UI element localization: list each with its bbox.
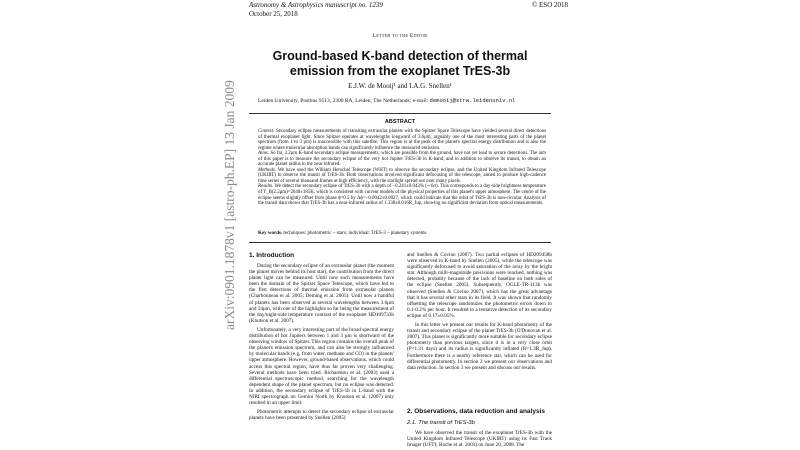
right-column xyxy=(407,252,552,371)
affiliation xyxy=(258,97,515,104)
abstract-aims-label: Aims. xyxy=(258,151,270,157)
paper-title: Ground-based K-band detection of thermal emission from the exoplanet TrES-3b xyxy=(272,49,528,78)
abstract-aims-text: So far, 2.2μm K-band secondary eclipse measurements, which are possible from the ground, have not yet lead to secure detections. The aim of this paper is to measure the secondary eclipse of the very hot Jupiter TrES-3b in K-band, and in addition to observe its transit, to obtain an accurate planet radius in the near infrared. xyxy=(258,151,546,168)
header-copyright: © ESO 2018 xyxy=(531,1,568,9)
section-1-heading: 1. Introduction xyxy=(249,252,295,259)
intro-paragraph-3-cont: and Snellen & Covino (2007). Two partial eclipses of HD209458b were observed in K-band by Snellen (2005), while the telescope was significantly defocused to avoid saturation of the array by the bright star. Although milli-magnitude precisions were reached, nothing was detected, probably because of the lack of baseline on both sides of the eclipse (Snellen 2005). Subsequently, OGLE-TR-113b was observed (Snellen & Covino 2007), which has the great advantage that it has several other stars in its field. It was shown that randomly offsetting the telescope randomizes the photometric errors down to 0.1-0.2% per hour. It resulted in a tentative detection of its secondary eclipse of 0.17±0.05%. xyxy=(407,252,552,319)
section-2-paragraph: We have observed the transit of the exoplanet TrES-3b with the United Kingdom Infrared Telescope (UKIRT) using its Fast Track Imager (UFTI; Roche et al. 2003) on June 20, 2008. The xyxy=(407,430,552,449)
letter-label: Letter to the Editor xyxy=(372,33,428,39)
abstract-results xyxy=(258,184,546,206)
abstract-context-label: Context. xyxy=(258,129,275,134)
header-date: October 25, 2018 xyxy=(249,10,298,18)
keywords-label: Key words. xyxy=(258,231,283,236)
affiliation-text: Leiden University, Postbus 9513, 2300 RA, Leiden, The Netherlands; e-mail: xyxy=(258,98,430,104)
arxiv-stamp: arXiv:0901.1878v1 [astro-ph.EP] 13 Jan 2009 xyxy=(222,80,237,330)
authors: E.J.W. de Mooij¹ and I.A.G. Snellen¹ xyxy=(348,82,452,90)
intro-paragraph-3: Photometric attempts to detect the secondary eclipse of extrasolar planets have been presented by Snellen (2005) xyxy=(249,409,394,422)
abstract-context-text: Secondary eclipse measurements of transiting extrasolar planets with the Spitzer Space Telescope have yielded several direct detections of thermal exoplanet light. Since Spitzer operates at wavelengths longward of 3.6μm, arguably one of the most interesting parts of the planet spectrum (from 1 to 3 μm) is inaccessible with this satellite. This region is at the peak of the planet's spectral energy distribution and is also the regime where molecular absorption bands can significantly influence the measured emission. xyxy=(258,129,546,151)
abstract-body xyxy=(258,129,546,207)
left-column xyxy=(249,263,394,421)
keywords-text: techniques: photometric – stars: individual: TrES-3 – planetary systems xyxy=(283,231,427,236)
abstract-methods xyxy=(258,168,546,185)
keywords xyxy=(258,231,546,236)
header-journal: Astronomy & Astrophysics manuscript no. 1239 xyxy=(249,1,383,9)
abstract-bottom-rule xyxy=(249,242,551,243)
section-2-heading: 2. Observations, data reduction and analysis xyxy=(407,408,545,415)
abstract-aims xyxy=(258,151,546,168)
abstract-top-rule xyxy=(249,113,551,114)
abstract-context xyxy=(258,129,546,151)
subsection-2-1-heading: 2.1. The transit of TrES-3b xyxy=(407,420,475,426)
intro-paragraph-4: In this letter we present our results for K-band photometry of the transit and secondary eclipse of the planet TrES-3b (O'Donovan et al. 2007). This planet is significantly more suitable for secondary eclipse photometry than previous targets, since it is in a very close orbit (P=1.31 days) and its radius is significantly inflated (R=1.3R_Jup). Furthermore there is a nearby reference star, which can be used for differential photometry. In section 2 we present our observations and data reduction. In section 3 we present and discuss our results. xyxy=(407,322,552,371)
intro-paragraph-1: During the secondary eclipse of an extrasolar planet (the moment the planet moves behind its host star), the contribution from the direct planet light can be measured. Until now such measurements have been the domain of the Spitzer Space Telescope, which have led to the first detections of thermal emission from extrasolar planets (Charbonneau et al. 2005; Deming et al. 2005). Until now a handful of planets has been observed at several wavelengths between 3.6μm and 24μm, with one of the highlights so far being the measurement of the day/night-side temperature contrast of the exoplanet HD189733b (Knutson et al. 2007). xyxy=(249,263,394,324)
abstract-results-label: Results. xyxy=(258,184,274,190)
intro-paragraph-2: Unfortunately, a very interesting part of the broad spectral energy distribution of hot Jupiters between 1 and 3 μm is shortward of the observing window of Spitzer. This region contains the overall peak of the planet's emission spectrum, and can also be strongly influenced by molecular bands (e.g. from water, methane and CO) in the planets' upper atmosphere. However, ground-based observations, which could access this spectral region, have thus far proven very challenging. Several methods have been tried. Richardson et al. (2003) used a differential spectroscopic method, searching for the wavelength dependent shape of the planet spectrum, but no eclipse was detected. In addition, the secondary eclipse of TrES-1b in L-band with the NIRI spectrograph on Gemini North by Knutson et al. (2007) only resulted in an upper limit. xyxy=(249,326,394,407)
abstract-methods-text: We have used the William Herschel Telescope (WHT) to observe the secondary eclipse, and the United Kingdom Infrared Telescope (UKIRT) to observe the transit of TrES-3b. Both observations involved significant defocusing of the telescope, aimed to produce high-cadence time series of several thousand frames at high efficiency, with the starlight spread out over many pixels. xyxy=(258,167,546,184)
abstract-methods-label: Methods. xyxy=(258,167,277,173)
abstract-heading: ABSTRACT xyxy=(384,119,416,125)
email-link[interactable]: demooij@strw.leidenuniv.nl xyxy=(429,97,516,104)
abstract-results-text: We detect the secondary eclipse of TrES-3b with a depth of −0.241±0.043% (∼6σ). This corresponds to a day-side brightness temperature of T_B(2.2μm)=2040±185K, which is consistent with current models of the physical properties of this planet's upper atmosphere. The centre of the eclipse seems slightly offset from phase ϕ=0.5 by Δϕ=−0.0042±0.0027, which could indicate that the orbit of TrES-3b is non-circular. Analysis of the transit data shows that TrES-3b has a near-infrared radius of 1.338±0.016R_Jup, showing no significant deviation from optical measurements. xyxy=(258,184,546,207)
